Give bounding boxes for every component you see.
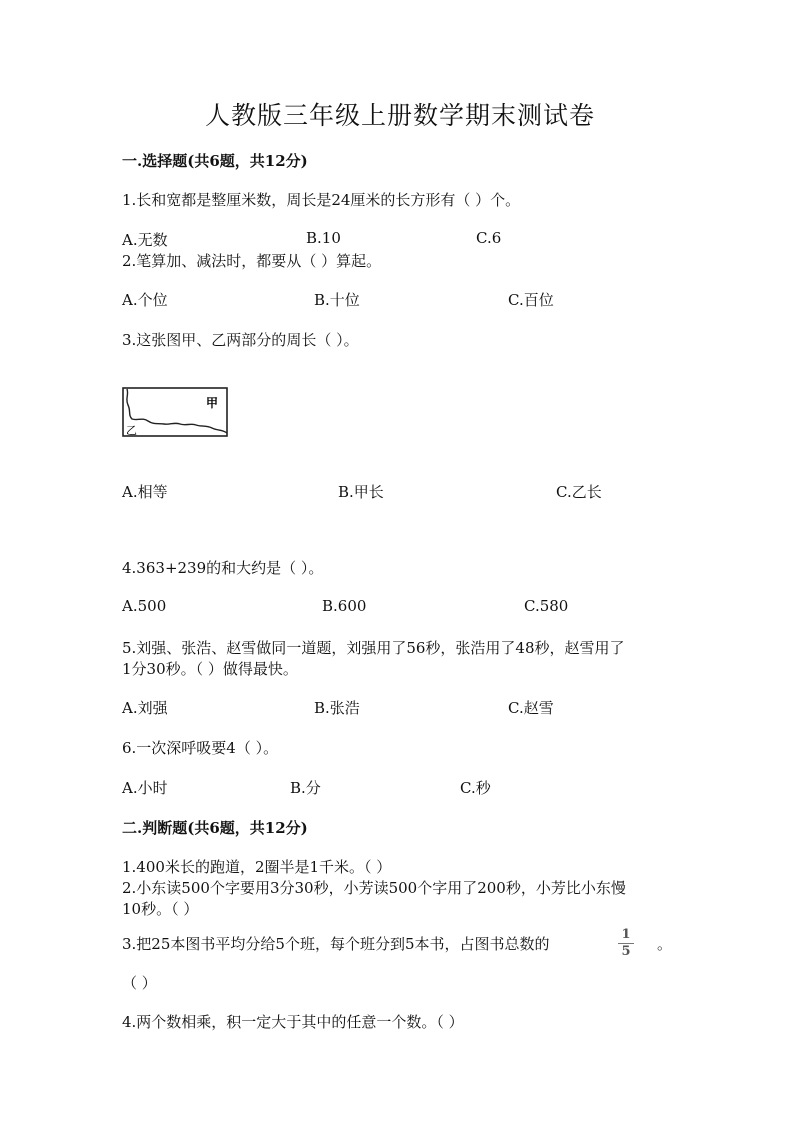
question-3-option-b: B.甲长 xyxy=(338,483,384,501)
question-4-option-b: B.600 xyxy=(322,597,367,615)
question-6-text: 6.一次深呼吸要4（ ）。 xyxy=(122,739,279,757)
page-title: 人教版三年级上册数学期末测试卷 xyxy=(204,101,595,130)
question-3-text: 3.这张图甲、乙两部分的周长（ ）。 xyxy=(122,331,359,349)
judgment-4-text: 4.两个数相乘，积一定大于其中的任意一个数。（ ） xyxy=(122,1013,464,1031)
question-4-text: 4.363+239的和大约是（ ）。 xyxy=(122,559,324,577)
perimeter-figure xyxy=(122,387,228,437)
question-5-text-line2: 1分30秒。（ ）做得最快。 xyxy=(122,660,298,678)
question-4-option-c: C.580 xyxy=(524,597,569,615)
question-1-text: 1.长和宽都是整厘米数，周长是24厘米的长方形有（ ）个。 xyxy=(122,191,521,209)
question-6-option-c: C.秒 xyxy=(460,779,491,797)
judgment-3-answer-blank: （ ） xyxy=(122,974,157,992)
question-4-option-a: A.500 xyxy=(122,597,167,615)
judgment-2-text-line2: 10秒。（ ） xyxy=(122,900,199,918)
judgment-3-text: 3.把25本图书平均分给5个班，每个班分到5本书，占图书总数的 xyxy=(122,935,550,953)
judgment-1-text: 1.400米长的跑道，2圈半是1千米。（ ） xyxy=(122,858,392,876)
fraction-numerator: 1 xyxy=(621,927,631,942)
question-2-option-b: B.十位 xyxy=(314,291,360,309)
question-3-option-c: C.乙长 xyxy=(556,483,602,501)
question-2-option-c: C.百位 xyxy=(508,291,554,309)
judgment-3-end-mark: 。 xyxy=(657,935,673,953)
section-heading-choice: 一.选择题(共6题，共12分) xyxy=(122,152,308,170)
question-1-option-c: C.6 xyxy=(476,229,502,247)
question-5-option-a: A.刘强 xyxy=(122,699,168,717)
question-5-text-line1: 5.刘强、张浩、赵雪做同一道题，刘强用了56秒，张浩用了48秒，赵雪用了 xyxy=(122,639,625,657)
question-5-option-c: C.赵雪 xyxy=(508,699,554,717)
section-heading-judgment: 二.判断题(共6题，共12分) xyxy=(122,819,308,837)
question-3-option-a: A.相等 xyxy=(122,483,168,501)
question-2-text: 2.笔算加、减法时，都要从（ ）算起。 xyxy=(122,252,382,270)
question-6-option-b: B.分 xyxy=(290,779,321,797)
question-5-option-b: B.张浩 xyxy=(314,699,360,717)
figure-label-yi: 乙 xyxy=(126,424,137,437)
question-6-option-a: A.小时 xyxy=(122,779,168,797)
question-1-option-b: B.10 xyxy=(306,229,341,247)
question-2-option-a: A.个位 xyxy=(122,291,168,309)
fraction-denominator: 5 xyxy=(621,944,631,959)
question-1-option-a: A.无数 xyxy=(122,231,168,249)
judgment-3-fraction xyxy=(618,928,634,959)
figure-label-jia: 甲 xyxy=(206,396,219,410)
judgment-2-text-line1: 2.小东读500个字要用3分30秒，小芳读500个字用了200秒，小芳比小东慢 xyxy=(122,879,626,897)
